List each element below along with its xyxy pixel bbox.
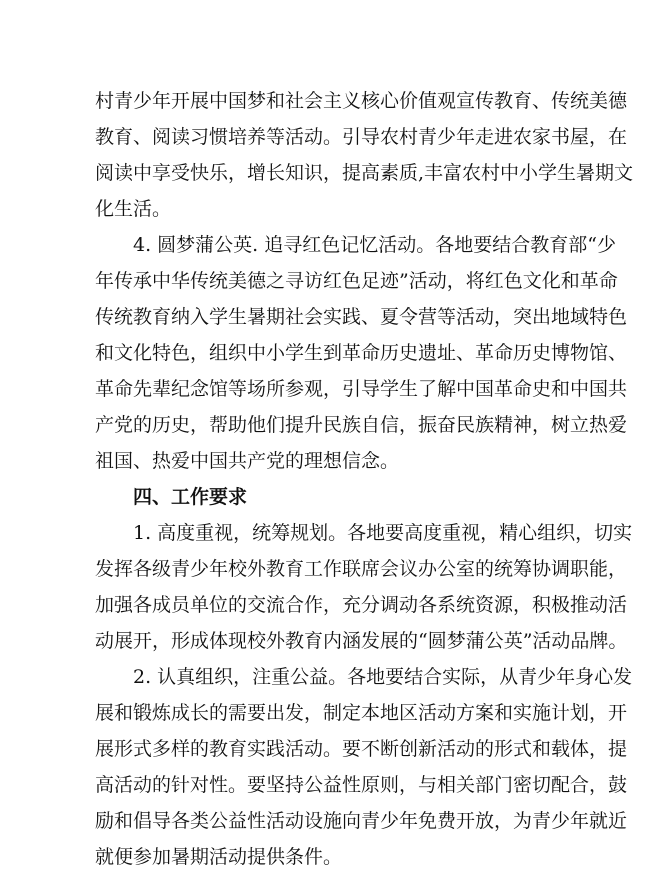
text-line: 励和倡导各类公益性活动设施向青少年免费开放，为青少年就近 (95, 810, 628, 832)
text-line: 展形式多样的教育实践活动。要不断创新活动的形式和载体，提 (95, 738, 628, 760)
text-line: 祖国、热爱中国共产党的理想信念。 (95, 450, 400, 472)
text-line: 革命先辈纪念馆等场所参观，引导学生了解中国革命史和中国共 (95, 378, 628, 400)
text-line: 展和锻炼成长的需要出发，制定本地区活动方案和实施计划，开 (95, 702, 628, 724)
text-line: 动展开，形成体现校外教育内涵发展的“圆梦蒲公英”活动品牌。 (95, 630, 628, 652)
text-line: 传统教育纳入学生暑期社会实践、夏令营等活动，突出地域特色 (95, 306, 628, 328)
text-line: 1. 高度重视，统筹规划。各地要高度重视，精心组织，切实 (133, 522, 633, 544)
text-line: 产党的历史，帮助他们提升民族自信，振奋民族精神，树立热爱 (95, 414, 628, 436)
text-line: 4. 圆梦蒲公英. 追寻红色记忆活动。各地要结合教育部“少 (133, 234, 616, 256)
text-line: 年传承中华传统美德之寻访红色足迹”活动，将红色文化和革命 (95, 270, 618, 292)
text-line: 村青少年开展中国梦和社会主义核心价值观宣传教育、传统美德 (95, 90, 628, 112)
text-line: 加强各成员单位的交流合作，充分调动各系统资源，积极推动活 (95, 594, 628, 616)
text-line: 高活动的针对性。要坚持公益性原则，与相关部门密切配合，鼓 (95, 774, 628, 796)
text-line: 和文化特色，组织中小学生到革命历史遗址、革命历史博物馆、 (95, 342, 628, 364)
text-line: 就便参加暑期活动提供条件。 (95, 846, 343, 868)
text-line: 2. 认真组织，注重公益。各地要结合实际，从青少年身心发 (133, 666, 633, 688)
section-heading: 四、工作要求 (133, 486, 248, 508)
text-line: 教育、阅读习惯培养等活动。引导农村青少年走进农家书屋，在 (95, 126, 628, 148)
text-line: 化生活。 (95, 198, 172, 220)
text-line: 发挥各级青少年校外教育工作联席会议办公室的统筹协调职能， (95, 558, 628, 580)
text-line: 阅读中享受快乐，增长知识，提高素质,丰富农村中小学生暑期文 (95, 162, 634, 184)
